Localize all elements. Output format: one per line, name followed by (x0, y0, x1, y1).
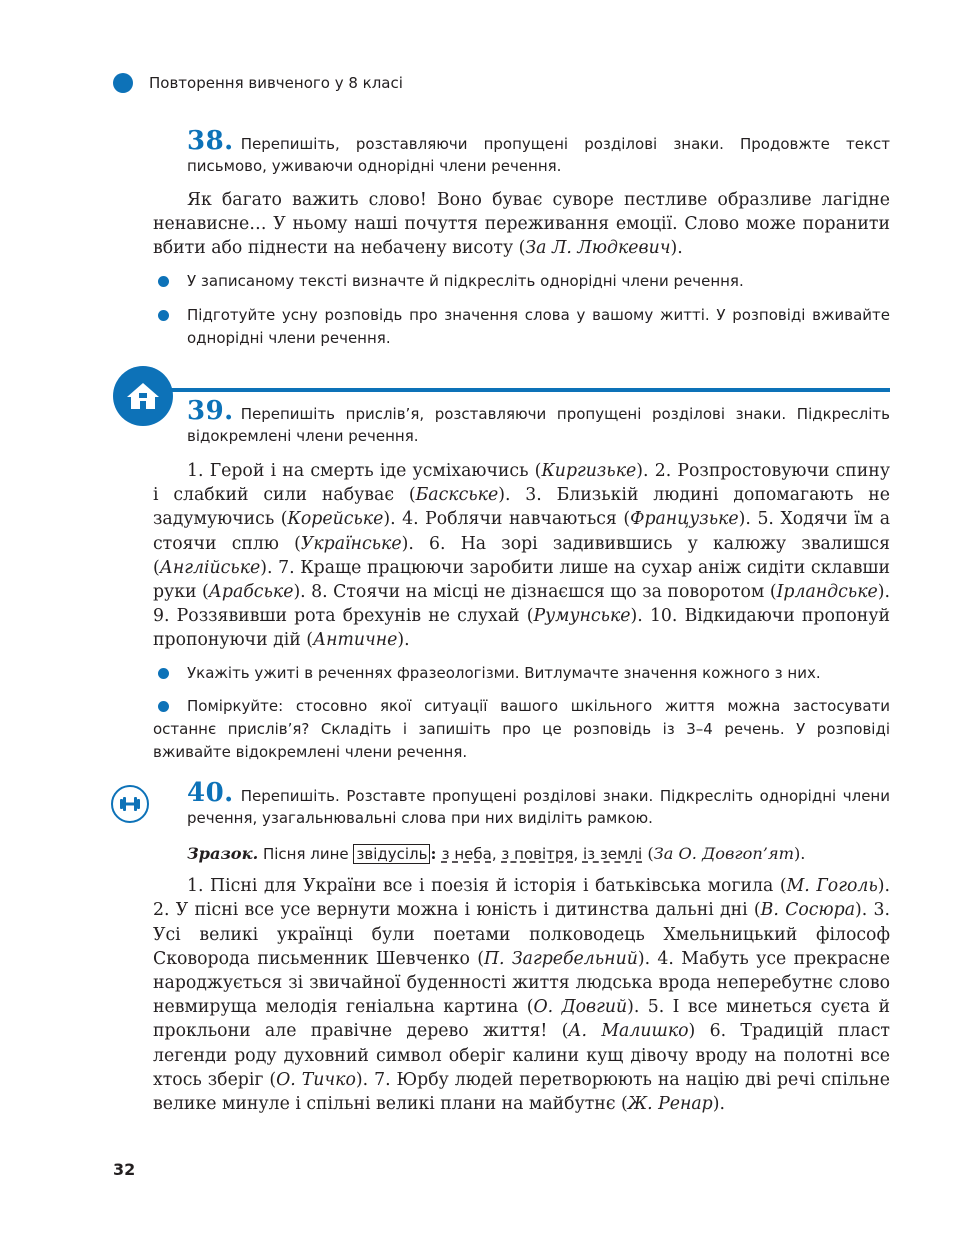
instruction-text: Перепишіть, розставляючи пропущені розділові знаки. Продовжте текст письмово, уживаючи однорідні члени речення. (187, 135, 890, 175)
underlined-word: із землі (582, 845, 643, 863)
task-number: 39. (187, 396, 234, 426)
source-citation: За О. Довгоп’ят (653, 844, 794, 863)
sentence-text: 2. У пісні все усе вернути можна і юність і дитинства дальні дні ( (153, 900, 761, 921)
sentence-text: 2. Розпростовуючи спину і слабкий сили набуває ( (153, 461, 890, 506)
sentence-text: 9. Роззявивши рота брехунів не слухай ( (153, 606, 534, 627)
instruction-text: Перепишіть прислів’я, розставляючи пропущені розділові знаки. Підкресліть відокремлені члени речення. (187, 405, 890, 445)
task-40 (153, 778, 891, 1116)
sentence-end: ). (738, 509, 758, 530)
page-header (113, 68, 403, 98)
sentence-text: 1. Пісні для України все і поезія й історія і батьківська могила ( (187, 876, 787, 897)
sentence-text: 3. Усі великі українці були поетами полководець Хмельницький філософ Сковорода письменник Шевченко ( (153, 900, 890, 969)
sentence-text: 1. Герой і на смерть іде усміхаючись ( (187, 461, 542, 481)
page-number: 32 (113, 1160, 136, 1179)
sentence-end: ). (498, 485, 526, 506)
source-citation: Румунське (533, 606, 631, 627)
source-citation: Англійське (159, 557, 261, 578)
header-bullet-icon (113, 73, 133, 93)
sentence-text: 7. Юрбу людей перетворюють на націю дві речі спільне велике минуле і спільні великі плани на майбутнє ( (153, 1069, 890, 1115)
section-title: Повторення вивченого у 8 класі (149, 74, 403, 92)
task-number: 40. (187, 778, 234, 808)
bullet-text: У записаному тексті визначте й підкресліть однорідні члени речення. (187, 271, 744, 290)
source-citation: М. Гоголь (786, 876, 878, 897)
source-citation: А. Малишко (568, 1021, 689, 1042)
sentence-end: ). (630, 606, 650, 627)
sentence-text: 4. Роблячи навчаються ( (402, 509, 631, 530)
sentence-end: ). (627, 997, 648, 1018)
instruction-text: Перепишіть. Розставте пропущені розділові знаки. Підкресліть однорідні члени речення, узагальнювальні слова при них виділіть рамкою. (187, 787, 890, 827)
task-39-bullet (153, 695, 890, 764)
source-citation: Корейське (287, 509, 384, 530)
sentence-end: ). (401, 533, 430, 554)
task-38-instruction (153, 126, 890, 177)
source-citation: Українське (300, 533, 402, 554)
sentence-text: 4. Мабуть усе прекрасне народжується зі звичайної буденності життя людська врода неперебутнє слово невмируща мелодія геніальна картина ( (153, 948, 890, 1018)
task-number: 38. (187, 126, 234, 156)
task-39 (153, 396, 891, 764)
task-38-text (153, 188, 890, 261)
section-divider (150, 388, 890, 392)
task-40-instruction (153, 778, 890, 829)
sentence-text: 5. Ходячи їм а стоячи сплю ( (153, 509, 890, 554)
bullet-dot-icon (158, 276, 169, 287)
source-citation: Французьке (630, 509, 739, 530)
bullet-dot-icon (158, 310, 169, 321)
sentence-end: ). (712, 1094, 725, 1115)
underlined-word: з повітря (501, 845, 574, 863)
sentence-end: ). (293, 582, 312, 603)
task-38-bullet (153, 270, 890, 293)
source-citation: Ірландське (776, 582, 878, 603)
source-citation: Арабське (208, 582, 294, 603)
sentence-text: 6. Традицій пласт легенди роду духовний символ оберіг калини кущ дівочу вроду на полотні все хтось зберіг ( (153, 1021, 890, 1090)
underlined-word: з неба (441, 845, 492, 863)
bullet-text: Поміркуйте: стосовно якої ситуації вашого шкільного життя можна застосувати останнє прислів’я? Складіть і запишіть про це розповідь із 3–4 речень. У розповіді вживайте відокремлені члени речення. (153, 696, 890, 761)
sentence-end: ). (877, 582, 891, 603)
task-38-bullet (153, 304, 890, 350)
sentence-end: ). (383, 509, 403, 530)
framed-word: звідусіль (353, 844, 430, 864)
sample-label: Зразок. (187, 844, 259, 863)
sample-text: Пісня лине (258, 845, 354, 863)
sentence-text: 7. Краще працюючи заробити лише на сухар аніж сидіти склавши руки ( (153, 557, 891, 603)
sentence-end: ). (355, 1069, 375, 1090)
bullet-dot-icon (158, 701, 169, 712)
task-40-sentences (153, 874, 890, 1116)
sentence-text: 6. На зорі задивившись у калюжу звалишся ( (153, 533, 890, 578)
bullet-dot-icon (158, 668, 169, 679)
sentence-text: 8. Стоячи на місці не дізнаєшся що за поворотом ( (311, 582, 777, 603)
source-citation: Античне (313, 630, 398, 651)
bullet-text: Підготуйте усну розповідь про значення слова у вашому житті. У розповіді вживайте однорідні члени речення. (187, 305, 890, 347)
sentence-text: 10. Відкидаючи пропонуй пропонуючи дій ( (153, 606, 890, 651)
source-citation: П. Загребельний (483, 948, 638, 969)
source-citation: За Л. Людкевич (525, 238, 671, 259)
sentence-end: ). (397, 630, 410, 651)
sentence-end: ) (688, 1021, 710, 1042)
sentence-end: ). (877, 876, 891, 897)
task-39-proverbs (153, 459, 890, 653)
bullet-text: Укажіть ужиті в реченнях фразеологізми. Витлумачте значення кожного з них. (187, 663, 821, 682)
body-text-end: ). (670, 238, 683, 259)
source-citation: Баскське (415, 485, 499, 506)
sentence-text: 5. І все минеться суєта й прокльони але правічне дерево життя! ( (153, 997, 890, 1042)
sentence-end: ). (637, 948, 658, 969)
sample-colon: : (430, 844, 437, 863)
task-40-sample: Зразок. Пісня лине звідусіль : з неба, з повітря, із землі (За О. Довгоп’ят). (187, 844, 806, 863)
body-text: Як багато важить слово! Воно буває суворе пестливе образливе лагідне ненависне… У ньому наші почуття переживання емоції. Слово може поранити вбити або піднести на небачену висоту ( (153, 190, 890, 259)
sentence-end: ). (636, 461, 655, 481)
source-citation: О. Тичко (276, 1069, 356, 1090)
source-citation: Ж. Ренар (627, 1094, 713, 1115)
task-39-instruction (153, 396, 890, 447)
source-citation: Киргизьке (541, 461, 637, 481)
source-citation: О. Довгий (533, 997, 628, 1018)
sentence-text: 3. Близькій людині допомагають не задумуючись ( (153, 485, 890, 530)
sentence-end: ). (855, 900, 874, 921)
source-citation: В. Сосюра (760, 900, 855, 921)
dumbbell-icon (111, 785, 149, 823)
sentence-end: ). (260, 557, 279, 578)
task-38 (153, 126, 890, 350)
task-39-bullet (153, 662, 890, 685)
